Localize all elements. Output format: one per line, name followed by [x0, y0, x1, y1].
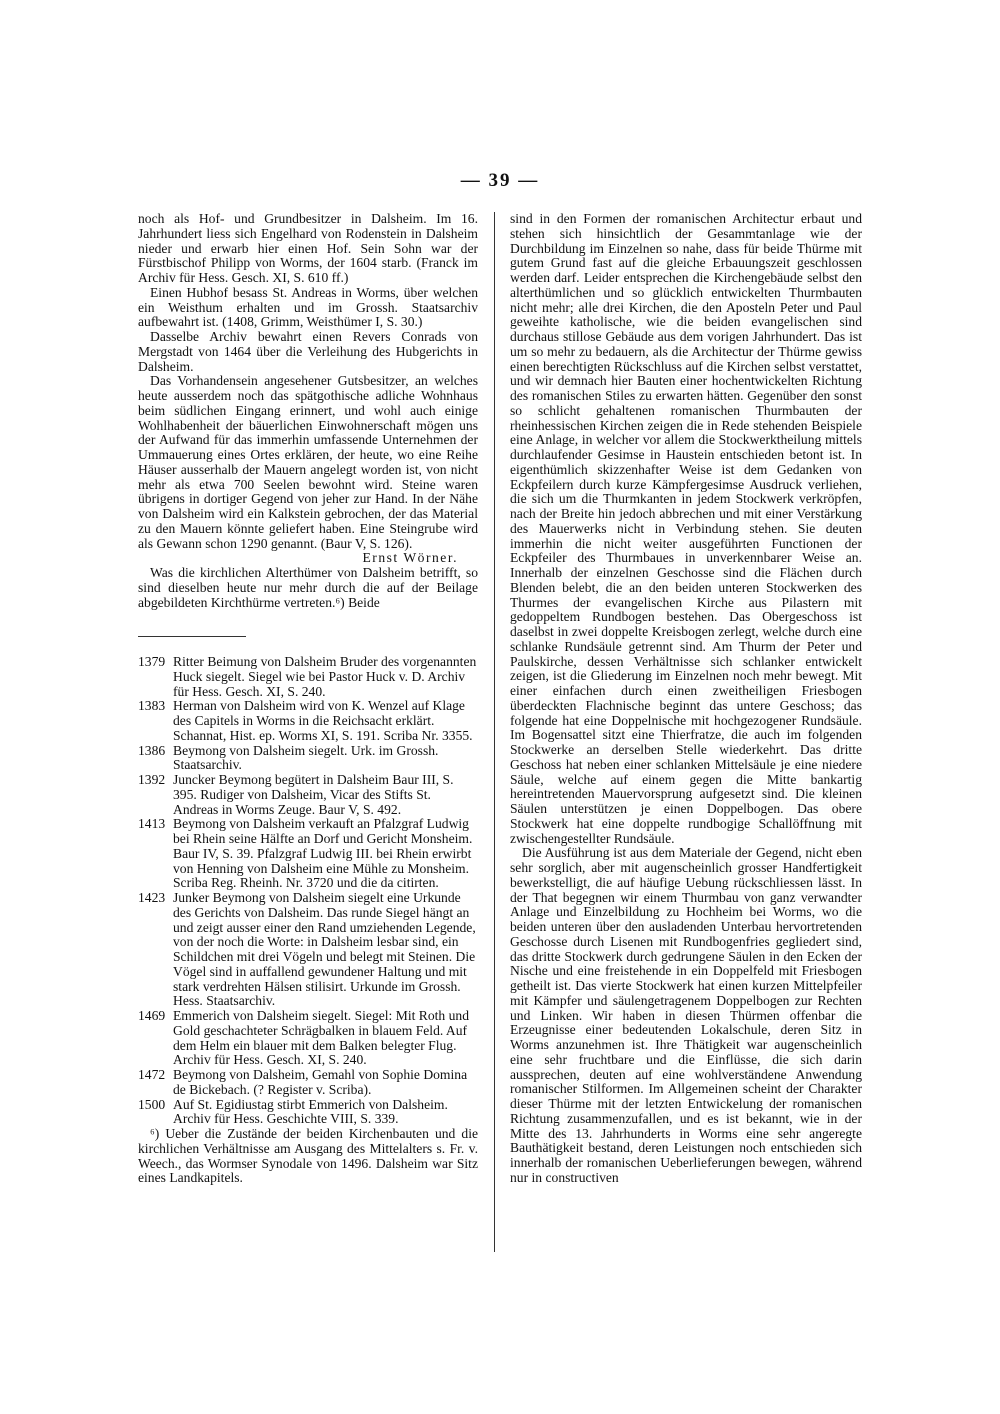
list-item [138, 655, 478, 699]
page-number: — 39 — [460, 170, 540, 191]
regest-year: 1379 [138, 654, 166, 669]
paragraph: Dasselbe Archiv bewahrt einen Revers Conrads von Mergstadt von 1464 über die Verleihung des Hubgerichts in Dalsheim. [138, 329, 478, 374]
regest-text: Beymong von Dalsheim verkauft an Pfalzgraf Ludwig bei Rhein seine Hälfte an Dorf und Gericht Monsheim. Baur IV, S. 39. Pfalzgraf Ludwig III. bei Rhein erwirbt von Henning von Dalsheim eine Mühle zu Monsheim. Scriba Reg. Rheinh. Nr. 3720 und die da citirten. [173, 816, 473, 891]
regest-year: 1383 [138, 698, 166, 714]
regest-year: 1500 [138, 1096, 166, 1112]
list-item [138, 773, 478, 817]
regest-text: Junker Beymong von Dalsheim siegelt eine Urkunde des Gerichts von Dalsheim. Das runde Siegel hängt an und zeigt ausser einer den Rand umziehenden Legende, von der noch die Worte: in Dalsheim lesbar sind, ein Schildchen mit drei Vögeln und belegt mit Steinen. Die Vögel sind in auffallend gewundener Haltung und mit stark verdrehten Hälsen stilisirt. Urkunde im Grossh. Hess. Staatsarchiv. [173, 890, 476, 1009]
paragraph: noch als Hof- und Grundbesitzer in Dalsheim. Im 16. Jahrhundert liess sich Engelhard von Rodenstein in Dalsheim nieder und erwarb hier einen Hof. Sein Sohn war der Fürstbischof Philipp von Worms, der 1604 starb. (Franck im Archiv für Hess. Gesch. XI, S. 610 ff.) [138, 211, 478, 285]
list-item [138, 699, 478, 743]
regest-year: 1413 [138, 816, 166, 832]
regest-year: 1423 [138, 890, 166, 905]
left-column [138, 212, 478, 610]
footnote: ⁶) Ueber die Zustände der beiden Kirchenbauten und die kirchlichen Verhältnisse am Ausgang des Mittelalters s. Fr. v. Weech., das Wormser Synodale von 1496. Dalsheim war Sitz eines Landkapitels. [138, 1126, 478, 1186]
author-signature: Ernst Wörner. [362, 550, 458, 566]
regest-year: 1392 [138, 772, 166, 787]
paragraph: Einen Hubhof besass St. Andreas in Worms, über welchen ein Weisthum erhalten und im Grossh. Staatsarchiv aufbewahrt ist. (1408, Grimm, Weisthümer I, S. 30.) [138, 284, 478, 330]
regesten-list [138, 655, 478, 1186]
footnote-rule [138, 636, 246, 637]
regest-text: Beymong von Dalsheim siegelt. Urk. im Grossh. Staatsarchiv. [173, 742, 439, 773]
regest-text: Juncker Beymong begütert in Dalsheim Baur III, S. 395. Rudiger von Dalsheim, Vicar des Stifts St. Andreas in Worms Zeuge. Baur V, S. 492. [173, 772, 454, 817]
regest-year: 1472 [138, 1067, 166, 1082]
list-item [138, 891, 478, 1009]
regest-text: Herman von Dalsheim wird von K. Wenzel auf Klage des Capitels in Worms in die Reichsacht erklärt. Schannat, Hist. ep. Worms XI, S. 191. Scriba Nr. 3355. [173, 698, 473, 743]
paragraph: Die Ausführung ist aus dem Materiale der Gegend, nicht eben sehr sorglich, aber mit augenscheinlich grosser Handfertigkeit bewerkstelligt, die auf häufige Uebung rückschliessen lässt. In der That begegnen wir einem Thurmbau von ganz verwandter Anlage und Einzelbildung zu Hochheim bei Worms, wo die beiden unteren über den ausladenden Unterbau hervortretenden Geschosse durch Lisenen mit Rundbogenfries gegliedert sind, das dritte Stockwerk durch gedrungene Säulen in den Ecken der Nische und eine freistehende in ein Doppelfeld mit Friesbogen getheilt ist. Das vierte Stockwerk hat einen kurzen Mittelpfeiler mit Kämpfer und säulengetragenem Doppelbogen zur Rechten und Linken. Wir haben in diesen Thürmen offenbar die Erzeugnisse einer bedeutenden Lokalschule, deren Sitz in Worms anzunehmen ist. Ihre Thätigkeit war augenscheinlich eine sehr fruchtbare und die Einflüsse, die sich darin aussprechen, deuten auf eine wohlverständene Anwendung romanischer Stilformen. Im Allgemeinen scheint der Charakter dieser Thürme mit der letzten Entwickelung der romanischen Richtung zusammenzufallen, und es ist bekannt, wie in der Mitte des 13. Jahrhunderts in Worms eine sehr angeregte Bauthätigkeit bestand, deren Leistungen noch entschieden sich innerhalb der romanischen Ueberlieferungen bewegen, während nur in constructiven [510, 845, 862, 1185]
list-item [138, 817, 478, 891]
regest-year: 1469 [138, 1008, 166, 1023]
right-column [510, 212, 862, 1186]
list-item [138, 1068, 478, 1098]
paragraph: Was die kirchlichen Alterthümer von Dalsheim betrifft, so sind dieselben heute nur mehr durch die auf der Beilage abgebildeten Kirchthürme vertreten.⁶) Beide [138, 565, 478, 610]
regest-text: Ritter Beimung von Dalsheim Bruder des vorgenannten Huck siegelt. Siegel wie bei Pastor Huck v. D. Archiv für Hess. Gesch. XI, S. 240. [173, 654, 477, 699]
regest-text: Emmerich von Dalsheim siegelt. Siegel: Mit Roth und Gold geschachteter Schrägbalken in blauem Feld. Auf dem Helm ein blauer mit dem Balken belegter Flug. Archiv für Hess. Gesch. XI, S. 240. [173, 1008, 470, 1068]
paragraph: Das Vorhandensein angesehener Gutsbesitzer, an welches heute ausserdem noch das spätgothische adliche Wohnhaus beim südlichen Eingang erinnert, und wohl auch einige Wohlhabenheit der bäuerlichen Einwohnerschaft mögen uns der Aufwand für das immerhin umfassende Unternehmen der Ummauerung eines Ortes erklären, der heute, wo eine Reihe Häuser ausserhalb der Mauern angelegt worden ist, von nicht mehr als etwa 700 Seelen bewohnt wird. Steine waren übrigens in dortiger Gegend von jeher zur Hand. In der Nähe von Dalsheim wird ein Kalkstein gebrochen, der das Material zu den Mauern könnte geliefert haben. Eine Steingrube wird als Gewann schon 1290 genannt. (Baur V, S. 126). [138, 373, 478, 551]
column-divider [494, 212, 495, 1252]
list-item [138, 1009, 478, 1068]
list-item [138, 744, 478, 774]
regest-text: Auf St. Egidiustag stirbt Emmerich von Dalsheim. Archiv für Hess. Geschichte VIII, S. 339. [173, 1096, 448, 1127]
regest-text: Beymong von Dalsheim, Gemahl von Sophie Domina de Bickebach. (? Register v. Scriba). [173, 1067, 468, 1097]
list-item [138, 1098, 478, 1128]
regest-year: 1386 [138, 742, 166, 758]
paragraph: sind in den Formen der romanischen Architectur erbaut und stehen sich hinsichtlich der Gesammtanlage wie der Durchbildung im Einzelnen so nahe, dass für beide Thürme mit gutem Grund fast auf die gleiche Erbauungszeit geschlossen werden darf. Leider entsprechen die Kirchengebäude selbst den alterthümlichen und so glücklich entwickelten Thurmbauten nicht mehr; alle drei Kirchen, die den Aposteln Peter und Paul geweihte katholische, wie die beiden evangelischen sind durchaus stillose Gebäude aus dem vorigen Jahrhundert. Das ist um so mehr zu bedauern, als die Architectur der Thürme gewiss einen berechtigten Rückschluss auf die Kirchen selbst verstattet, und wir demnach hier Bauten einer hochentwickelten Richtung des romanischen Stiles zu erwarten hätten. Gegenüber den sonst so schlicht gehaltenen romanischen Thurmbauten der rheinhessischen Kirchen zeigen die in Rede stehenden Beispiele eine Anlage, in welcher vor allem die Stockwerktheilung mittels durchlaufender Gesimse in Haustein entschieden betont ist. In eigenthümlich skizzenhafter Weise ist dem Gedanken von Eckpfeilern durch kurze Kämpfergesimse Ausdruck verliehen, die sich um die Thurmkanten in jedem Stockwerk verkröpfen, nach der Breite hin jedoch abbrechen und mit einer Verstärkung des Mauerwerks nicht in Verbindung stehen. Sie deuten immerhin die nicht weiter ausgeführten Functionen der Eckpfeiler des Thurmbaues in unverkennbarer Weise an. Innerhalb der einzelnen Geschosse sind die Flächen durch Blenden belebt, die an den beiden unteren Stockwerken des Thurmes der evangelischen Kirche aus Pilastern mit gedoppeltem Rundbogen bestehen. Das Obergeschoss ist daselbst in zwei doppelte Kreisbogen zerlegt, welche durch eine schlanke Rundsäule getrennt sind. Am Thurm der Peter und Paulskirche, dessen Verhältnisse sich schlanker entwickelt zeigen, ist die Gliederung im Einzelnen noch mehr bewegt. Mit einer einfachen durch einen zweitheiligen Friesbogen überdeckten Flachnische beginnt das untere Geschoss; das folgende hat eine Doppelnische mit hochgezogener Rundsäule. Im Bogensattel sitzt eine Thierfratze, die auch im folgenden Stockwerke an derselben Stelle wiederkehrt. Das dritte Geschoss hat neben einer schlanken Mittelsäule je eine niedere Säule, welche auf einem gegen die Mitte bankartig hereintretenden Mauervorsprung aufgesetzt sind. Die kleinen Säulen unterstützen je einen Doppelbogen. Das obere Stockwerk hat eine doppelte rundbogige Schallöffnung mit zwischengestellter Rundsäule. [510, 211, 862, 846]
